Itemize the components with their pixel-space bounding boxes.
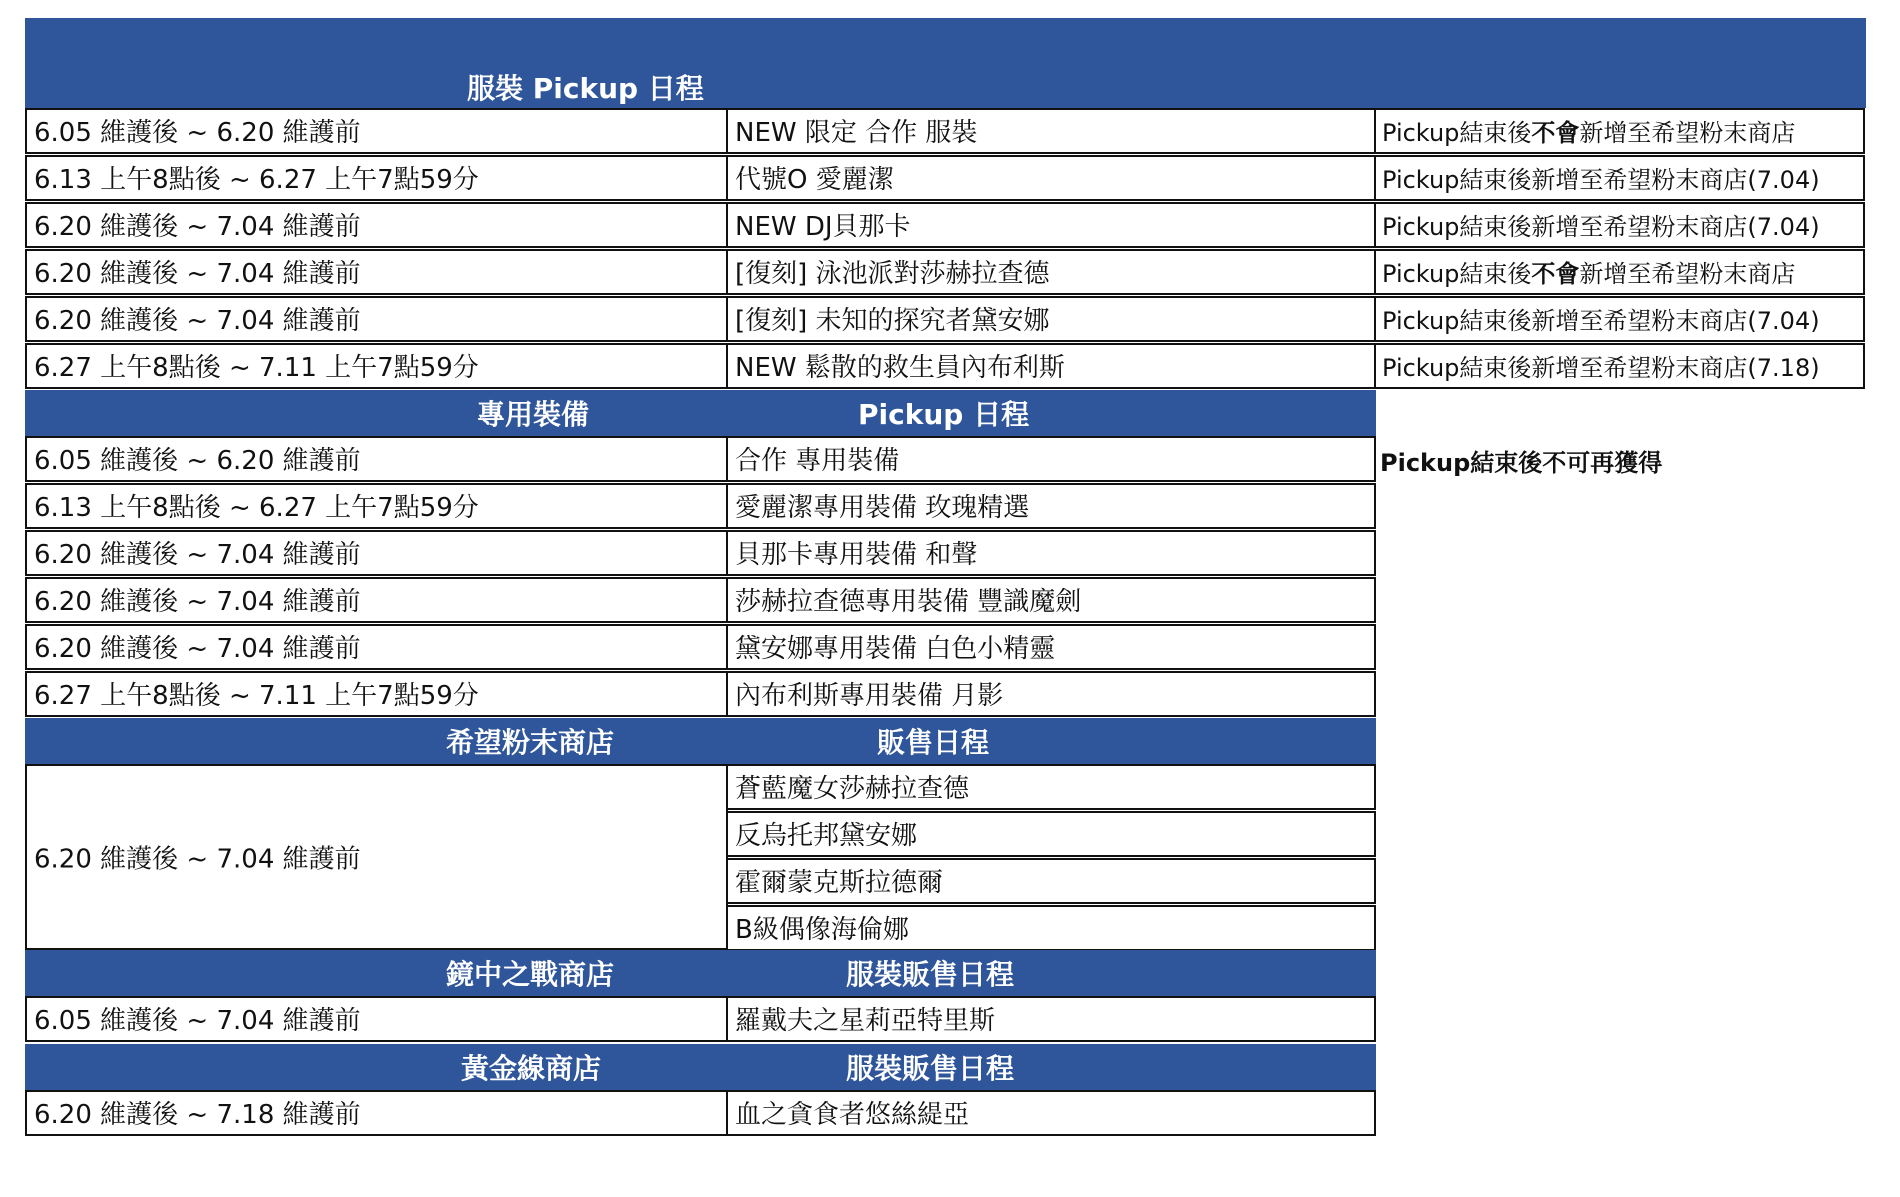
note-text-end: 新增至希望粉末商店 <box>1579 119 1796 147</box>
note-text: Pickup結束後新增至希望粉末商店(7.04) <box>1382 307 1820 335</box>
hope-powder-shop-header <box>25 718 1376 766</box>
note-text: Pickup結束後 <box>1382 260 1532 288</box>
pickup-date: 6.13 上午8點後 ~ 6.27 上午7點59分 <box>25 155 728 201</box>
pickup-date: 6.20 維護後 ~ 7.04 維護前 <box>25 249 728 295</box>
hope-powder-shop-title-left: 希望粉末商店 <box>446 726 615 759</box>
note-text: Pickup結束後新增至希望粉末商店(7.04) <box>1382 166 1820 194</box>
note-text-end: 新增至希望粉末商店 <box>1579 260 1796 288</box>
equipment-name: 愛麗潔專用裝備 玫瑰精選 <box>726 483 1376 529</box>
costume-pickup-title: 服裝 Pickup 日程 <box>467 72 704 105</box>
pickup-note <box>1374 296 1865 342</box>
equipment-name: 內布利斯專用裝備 月影 <box>726 671 1376 717</box>
equipment-pickup-header <box>25 390 1376 438</box>
note-emphasis: 不會 <box>1531 260 1580 288</box>
equipment-name: 黛安娜專用裝備 白色小精靈 <box>726 624 1376 670</box>
golden-line-shop-title-left: 黃金線商店 <box>461 1052 602 1085</box>
pickup-note <box>1374 249 1865 295</box>
pickup-costume: NEW 限定 合作 服裝 <box>726 108 1376 154</box>
pickup-date: 6.20 維護後 ~ 7.04 維護前 <box>25 296 728 342</box>
pickup-costume: [復刻] 泳池派對莎赫拉查德 <box>726 249 1376 295</box>
golden-line-shop-title-right: 服裝販售日程 <box>846 1052 1015 1085</box>
equipment-pickup-title-left: 專用裝備 <box>477 398 590 431</box>
pickup-date: 6.20 維護後 ~ 7.04 維護前 <box>25 202 728 248</box>
mirror-war-shop-date: 6.05 維護後 ~ 7.04 維護前 <box>25 996 728 1042</box>
pickup-costume: 代號O 愛麗潔 <box>726 155 1376 201</box>
mirror-war-shop-title-left: 鏡中之戰商店 <box>446 958 615 991</box>
shop-costume: 霍爾蒙克斯拉德爾 <box>726 858 1376 904</box>
equipment-pickup-note: Pickup結束後不可再獲得 <box>1380 449 1663 477</box>
hope-powder-shop-date-cell <box>25 764 728 950</box>
equipment-date: 6.20 維護後 ~ 7.04 維護前 <box>25 577 728 623</box>
pickup-note <box>1374 155 1865 201</box>
shop-costume: B級偶像海倫娜 <box>726 905 1376 951</box>
pickup-note <box>1374 108 1865 154</box>
pickup-note <box>1374 343 1865 389</box>
equipment-date: 6.05 維護後 ~ 6.20 維護前 <box>25 436 728 482</box>
equipment-pickup-title-right: Pickup 日程 <box>858 398 1030 431</box>
pickup-note <box>1374 202 1865 248</box>
shop-costume: 蒼藍魔女莎赫拉查德 <box>726 764 1376 810</box>
mirror-war-shop-item: 羅戴夫之星莉亞特里斯 <box>726 996 1376 1042</box>
golden-line-shop-date: 6.20 維護後 ~ 7.18 維護前 <box>25 1090 728 1136</box>
equipment-name: 莎赫拉查德專用裝備 豐識魔劍 <box>726 577 1376 623</box>
equipment-date: 6.20 維護後 ~ 7.04 維護前 <box>25 624 728 670</box>
mirror-war-shop-header <box>25 950 1376 998</box>
pickup-costume: [復刻] 未知的探究者黛安娜 <box>726 296 1376 342</box>
equipment-date: 6.13 上午8點後 ~ 6.27 上午7點59分 <box>25 483 728 529</box>
golden-line-shop-header <box>25 1044 1376 1092</box>
note-text: Pickup結束後新增至希望粉末商店(7.04) <box>1382 213 1820 241</box>
pickup-costume: NEW DJ貝那卡 <box>726 202 1376 248</box>
costume-pickup-header <box>25 18 1866 108</box>
note-text: Pickup結束後新增至希望粉末商店(7.18) <box>1382 354 1820 382</box>
pickup-date: 6.05 維護後 ~ 6.20 維護前 <box>25 108 728 154</box>
golden-line-shop-item: 血之貪食者悠絲緹亞 <box>726 1090 1376 1136</box>
equipment-name: 合作 專用裝備 <box>726 436 1376 482</box>
shop-costume: 反烏托邦黛安娜 <box>726 811 1376 857</box>
pickup-date: 6.27 上午8點後 ~ 7.11 上午7點59分 <box>25 343 728 389</box>
pickup-costume: NEW 鬆散的救生員內布利斯 <box>726 343 1376 389</box>
equipment-date: 6.20 維護後 ~ 7.04 維護前 <box>25 530 728 576</box>
note-emphasis: 不會 <box>1531 119 1580 147</box>
hope-powder-shop-title-right: 販售日程 <box>877 726 990 759</box>
mirror-war-shop-title-right: 服裝販售日程 <box>846 958 1015 991</box>
equipment-name: 貝那卡專用裝備 和聲 <box>726 530 1376 576</box>
note-text: Pickup結束後 <box>1382 119 1532 147</box>
equipment-date: 6.27 上午8點後 ~ 7.11 上午7點59分 <box>25 671 728 717</box>
hope-powder-shop-date: 6.20 維護後 ~ 7.04 維護前 <box>34 844 361 875</box>
